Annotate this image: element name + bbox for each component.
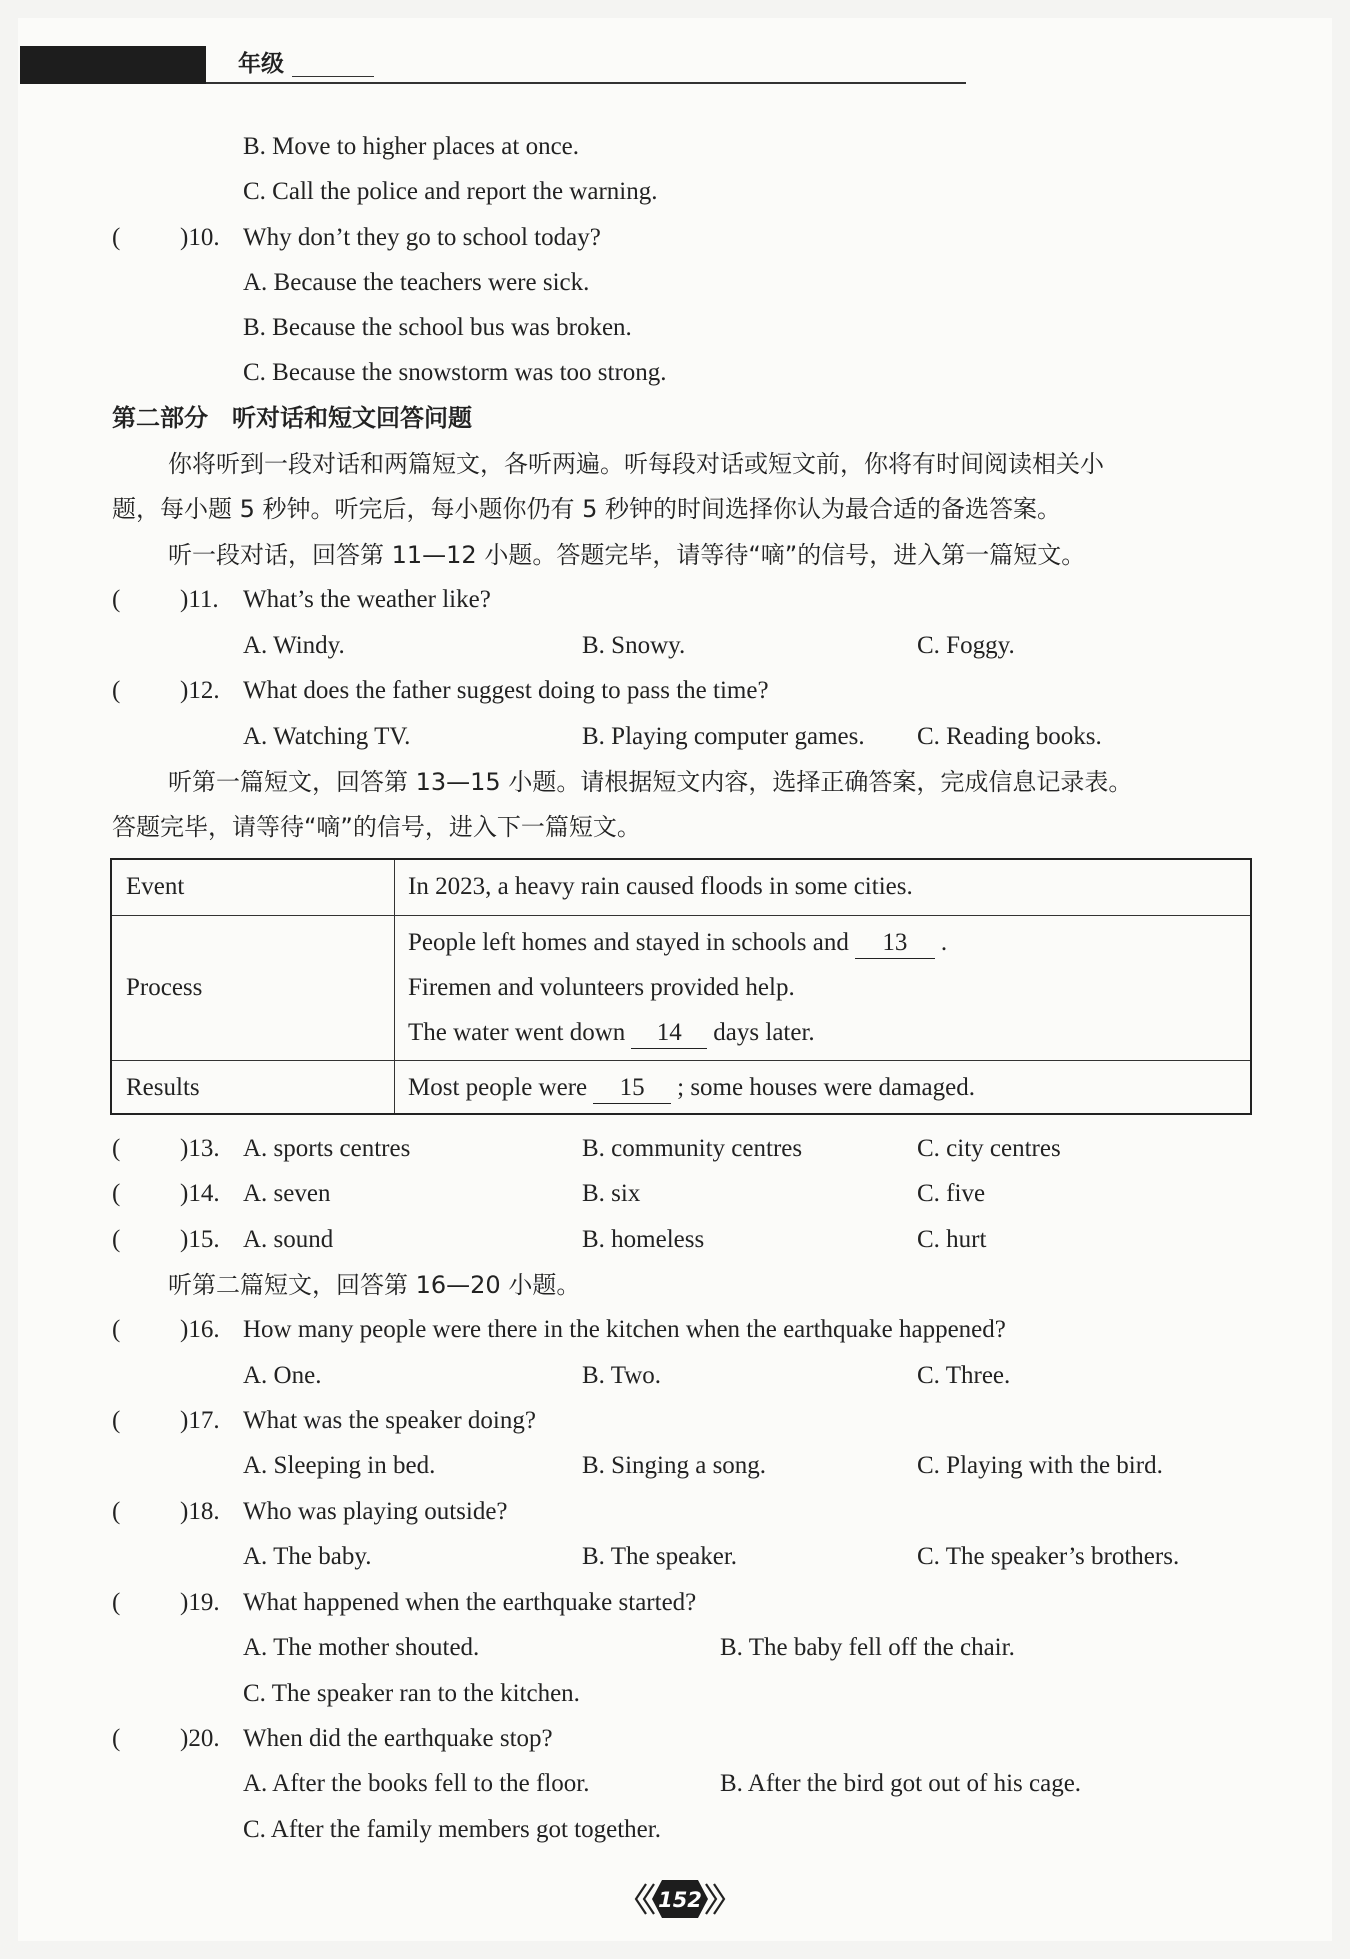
q11-option-b: B. Snowy. xyxy=(582,632,686,659)
q19-option-b: B. The baby fell off the chair. xyxy=(720,1634,1015,1661)
q20-number: )20. xyxy=(180,1725,220,1752)
q12-number: )12. xyxy=(180,677,220,704)
q20-paren[interactable]: ( xyxy=(112,1725,121,1752)
q18-option-a: A. The baby. xyxy=(243,1543,372,1570)
results-text xyxy=(408,1073,975,1104)
event-text: In 2023, a heavy rain caused floods in some cities. xyxy=(408,873,913,900)
page-number: 152 xyxy=(658,1888,702,1912)
q15-number: )15. xyxy=(180,1226,220,1253)
passage2-instruction: 听第二篇短文，回答第 16—20 小题。 xyxy=(168,1271,581,1299)
q16-option-c: C. Three. xyxy=(917,1362,1011,1389)
q15-option-b: B. homeless xyxy=(582,1226,705,1253)
q10-option-a: A. Because the teachers were sick. xyxy=(243,269,590,296)
q16-paren[interactable]: ( xyxy=(112,1316,121,1343)
table-row-divider xyxy=(112,1060,1250,1061)
q10-number: )10. xyxy=(180,224,220,251)
q10-option-c: C. Because the snowstorm was too strong. xyxy=(243,359,667,386)
q19-number: )19. xyxy=(180,1589,220,1616)
q16-option-b: B. Two. xyxy=(582,1362,662,1389)
grade-blank xyxy=(292,76,374,77)
q18-paren[interactable]: ( xyxy=(112,1498,121,1525)
q15-option-c: C. hurt xyxy=(917,1226,987,1253)
q11-number: )11. xyxy=(180,586,219,613)
q14-option-a: A. seven xyxy=(243,1180,331,1207)
q13-option-a: A. sports centres xyxy=(243,1135,411,1162)
q18-number: )18. xyxy=(180,1498,220,1525)
q17-question: What was the speaker doing? xyxy=(243,1407,536,1434)
event-label: Event xyxy=(126,873,185,900)
process-line1-text: People left homes and stayed in schools and xyxy=(408,929,849,956)
process-line3 xyxy=(408,1018,815,1049)
q19-paren[interactable]: ( xyxy=(112,1589,121,1616)
q16-number: )16. xyxy=(180,1316,220,1343)
q13-option-c: C. city centres xyxy=(917,1135,1061,1162)
page-number-badge xyxy=(632,1876,728,1922)
q20-question: When did the earthquake stop? xyxy=(243,1725,553,1752)
q14-paren[interactable]: ( xyxy=(112,1180,121,1207)
process-line1 xyxy=(408,928,947,959)
info-table xyxy=(110,858,1252,1115)
q9-option-c: C. Call the police and report the warning. xyxy=(243,178,658,205)
q13-paren[interactable]: ( xyxy=(112,1135,121,1162)
q17-option-b: B. Singing a song. xyxy=(582,1452,767,1479)
q17-number: )17. xyxy=(180,1407,220,1434)
left-chevron-icon xyxy=(636,1884,654,1914)
process-line3-end: days later. xyxy=(713,1019,815,1046)
q19-option-c: C. The speaker ran to the kitchen. xyxy=(243,1680,580,1707)
q11-question: What’s the weather like? xyxy=(243,586,491,613)
results-label: Results xyxy=(126,1074,200,1101)
q20-option-a: A. After the books fell to the floor. xyxy=(243,1770,590,1797)
q20-option-b: B. After the bird got out of his cage. xyxy=(720,1770,1082,1797)
blank-15[interactable]: 15 xyxy=(593,1073,671,1104)
part2-title: 第二部分 听对话和短文回答问题 xyxy=(112,404,472,432)
q13-option-b: B. community centres xyxy=(582,1135,803,1162)
q16-question: How many people were there in the kitchen when the earthquake happened? xyxy=(243,1316,1006,1343)
dialog-instruction: 听一段对话，回答第 11—12 小题。答题完毕，请等待“嘀”的信号，进入第一篇短文。 xyxy=(168,541,1086,569)
process-line3-text: The water went down xyxy=(408,1019,626,1046)
part2-intro-line2: 题，每小题 5 秒钟。听完后，每小题你仍有 5 秒钟的时间选择你认为最合适的备选答案。 xyxy=(112,495,1062,523)
process-label: Process xyxy=(126,974,203,1001)
q15-option-a: A. sound xyxy=(243,1226,334,1253)
q12-option-c: C. Reading books. xyxy=(917,723,1102,750)
q14-option-c: C. five xyxy=(917,1180,986,1207)
q17-paren[interactable]: ( xyxy=(112,1407,121,1434)
process-line2: Firemen and volunteers provided help. xyxy=(408,974,795,1001)
q12-paren[interactable]: ( xyxy=(112,677,121,704)
q11-option-a: A. Windy. xyxy=(243,632,345,659)
passage1-instruction-line2: 答题完毕，请等待“嘀”的信号，进入下一篇短文。 xyxy=(112,813,641,841)
blank-13[interactable]: 13 xyxy=(855,928,935,959)
part2-intro-line1: 你将听到一段对话和两篇短文，各听两遍。听每段对话或短文前，你将有时间阅读相关小 xyxy=(168,450,1104,478)
q10-question: Why don’t they go to school today? xyxy=(243,224,601,251)
process-line1-end: . xyxy=(940,929,948,956)
q9-option-b: B. Move to higher places at once. xyxy=(243,133,580,160)
header-rule xyxy=(206,82,966,84)
q18-option-b: B. The speaker. xyxy=(582,1543,738,1570)
blank-14[interactable]: 14 xyxy=(631,1018,707,1049)
q18-option-c: C. The speaker’s brothers. xyxy=(917,1543,1180,1570)
q11-option-c: C. Foggy. xyxy=(917,632,1015,659)
table-row-divider xyxy=(112,915,1250,916)
q11-paren[interactable]: ( xyxy=(112,586,121,613)
header-bar xyxy=(20,46,206,84)
table-column-divider xyxy=(394,860,395,1113)
results-text-start: Most people were xyxy=(408,1074,588,1101)
grade-label: 年级 xyxy=(238,51,284,77)
passage1-instruction-line1: 听第一篇短文，回答第 13—15 小题。请根据短文内容，选择正确答案，完成信息记录表。 xyxy=(168,768,1133,796)
q10-option-b: B. Because the school bus was broken. xyxy=(243,314,632,341)
q18-question: Who was playing outside? xyxy=(243,1498,508,1525)
right-chevron-icon xyxy=(706,1884,724,1914)
q19-option-a: A. The mother shouted. xyxy=(243,1634,480,1661)
q20-option-c: C. After the family members got together. xyxy=(243,1816,661,1843)
q16-option-a: A. One. xyxy=(243,1362,322,1389)
q10-paren[interactable]: ( xyxy=(112,224,121,251)
q19-question: What happened when the earthquake started? xyxy=(243,1589,697,1616)
q14-number: )14. xyxy=(180,1180,220,1207)
q15-paren[interactable]: ( xyxy=(112,1226,121,1253)
q13-number: )13. xyxy=(180,1135,220,1162)
q14-option-b: B. six xyxy=(582,1180,641,1207)
results-text-end: ; some houses were damaged. xyxy=(677,1074,975,1101)
q17-option-a: A. Sleeping in bed. xyxy=(243,1452,436,1479)
q12-option-b: B. Playing computer games. xyxy=(582,723,865,750)
q12-option-a: A. Watching TV. xyxy=(243,723,411,750)
q17-option-c: C. Playing with the bird. xyxy=(917,1452,1163,1479)
q12-question: What does the father suggest doing to pass the time? xyxy=(243,677,769,704)
